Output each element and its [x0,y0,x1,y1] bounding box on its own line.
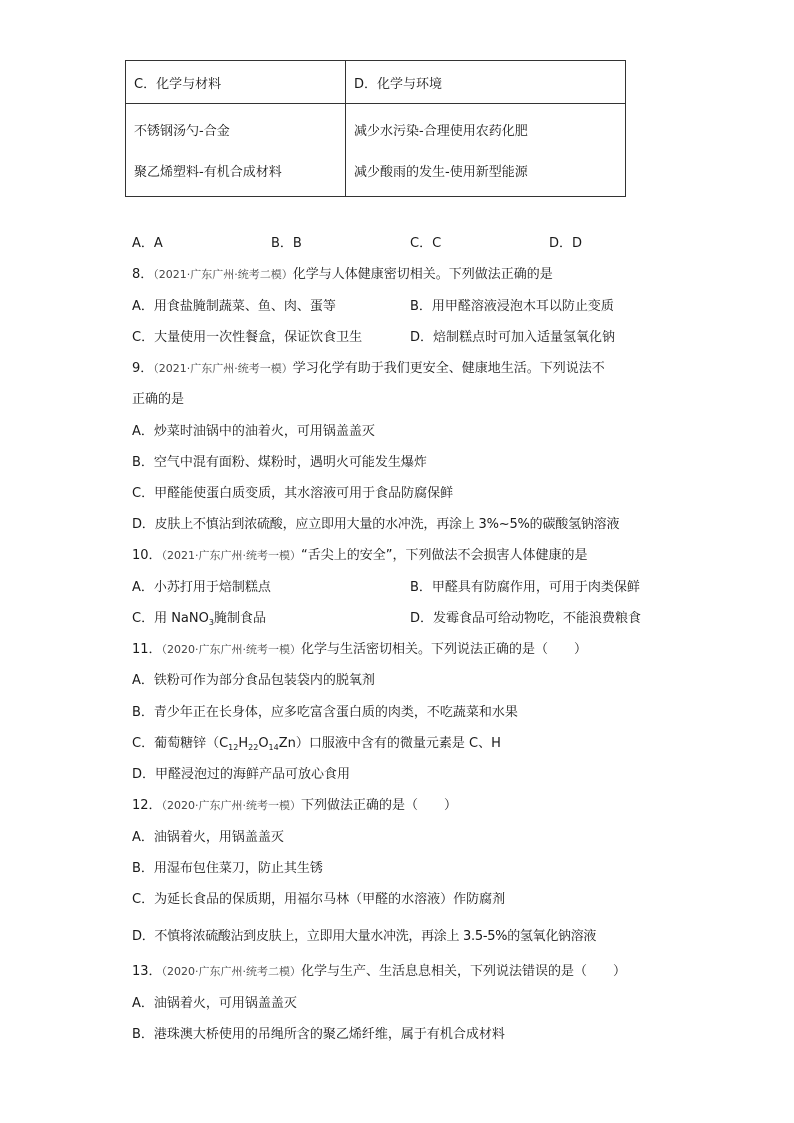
q9-stem [132,359,605,379]
table-cell-text: 减少酸雨的发生-使用新型能源 [354,165,528,180]
q11-option-a: A．铁粉可作为部分食品包装袋内的脱氧剂 [132,673,375,688]
table-header-c: C．化学与材料 [126,61,346,104]
q8-option-d: D．焙制糕点时可加入适量氢氧化钠 [410,330,616,345]
question-number: 12． [132,798,162,813]
q10-stem [132,546,588,566]
q7-option-b: B．B [271,236,302,251]
table-cell-text: 不锈钢汤勺-合金 [134,124,230,139]
q11-stem [132,640,587,660]
table-cell-d [346,104,626,197]
q12-option-a: A．油锅着火，用锅盖盖灭 [132,830,284,845]
q10-option-a: A．小苏打用于焙制糕点 [132,580,271,595]
question-source: （2021·广东广州·统考一模） [161,549,302,562]
q13-stem [132,962,626,982]
q9-option-c: C．甲醛能使蛋白质变质，其水溶液可用于食品防腐保鲜 [132,486,454,501]
answer-table [125,60,626,197]
q12-option-b: B．用湿布包住菜刀，防止其生锈 [132,861,323,876]
q8-option-a: A．用食盐腌制蔬菜、鱼、肉、蛋等 [132,299,336,314]
question-number: 11． [132,642,162,657]
q11-option-b: B．青少年正在长身体，应多吃富含蛋白质的肉类，不吃蔬菜和水果 [132,705,518,720]
q7-option-c: C．C [410,236,442,251]
q10-option-b: B．甲醛具有防腐作用，可用于肉类保鲜 [410,580,640,595]
q9-option-a: A．炒菜时油锅中的油着火，可用锅盖盖灭 [132,424,375,439]
question-source: （2020·广东广州·统考一模） [161,643,302,656]
q11-option-d: D．甲醛浸泡过的海鲜产品可放心食用 [132,767,351,782]
question-text: 化学与生活密切相关。下列说法正确的是（ ） [301,642,588,657]
question-source: （2020·广东广州·统考一模） [161,799,302,812]
question-source: （2020·广东广州·统考二模） [161,965,302,978]
q12-stem [132,796,457,816]
q9-stem-cont: 正确的是 [132,392,185,407]
table-cell-text: 聚乙烯塑料-有机合成材料 [134,165,282,180]
question-source: （2021·广东广州·统考一模） [153,362,293,375]
table-cell-c [126,104,346,197]
question-number: 10． [132,548,162,563]
q8-option-b: B．用甲醛溶液浸泡木耳以防止变质 [410,299,614,314]
q7-option-a: A．A [132,236,163,251]
question-text: “舌尖上的安全”，下列做法不会损害人体健康的是 [301,548,588,563]
q10-option-d: D．发霉食品可给动物吃，不能浪费粮食 [410,611,642,626]
question-number: 13． [132,964,162,979]
q12-option-d: D．不慎将浓硫酸沾到皮肤上，立即用大量水冲洗，再涂上 3.5-5%的氢氧化钠溶液 [132,929,597,944]
question-source: （2021·广东广州·统考二模） [153,268,293,281]
q8-stem [132,265,553,285]
q11-option-c: C．葡萄糖锌$(C_{12}H_{22}O_{14}Zn)$口服液中含有的微量元素是 C、H [132,736,501,752]
question-text: 化学与生产、生活息息相关，下列说法错误的是（ ） [301,964,627,979]
q13-option-b: B．港珠澳大桥使用的吊绳所含的聚乙烯纤维，属于有机合成材料 [132,1027,505,1042]
question-text: 化学与人体健康密切相关。下列做法正确的是 [292,267,553,282]
table-body-row [126,104,626,197]
question-text: 学习化学有助于我们更安全、健康地生活。下列说法不 [292,361,605,376]
q8-option-c: C．大量使用一次性餐盒，保证饮食卫生 [132,330,363,345]
q9-option-b: B．空气中混有面粉、煤粉时，遇明火可能发生爆炸 [132,455,427,470]
table-header-d: D．化学与环境 [346,61,626,104]
q7-option-d: D．D [549,236,583,251]
table-header-row [126,61,626,104]
table-cell-text: 减少水污染-合理使用农药化肥 [354,124,528,139]
question-number: 8． [132,267,154,282]
q9-option-d: D．皮肤上不慎沾到浓硫酸，应立即用大量的水冲洗，再涂上 3%~5%的碳酸氢钠溶液 [132,517,620,532]
q10-option-c: C．用 NaNO$_3$腌制食品 [132,611,266,627]
question-number: 9． [132,361,154,376]
q13-option-a: A．油锅着火，可用锅盖盖灭 [132,996,297,1011]
question-text: 下列做法正确的是（ ） [301,798,458,813]
q12-option-c: C．为延长食品的保质期，用福尔马林（甲醛的水溶液）作防腐剂 [132,892,506,907]
